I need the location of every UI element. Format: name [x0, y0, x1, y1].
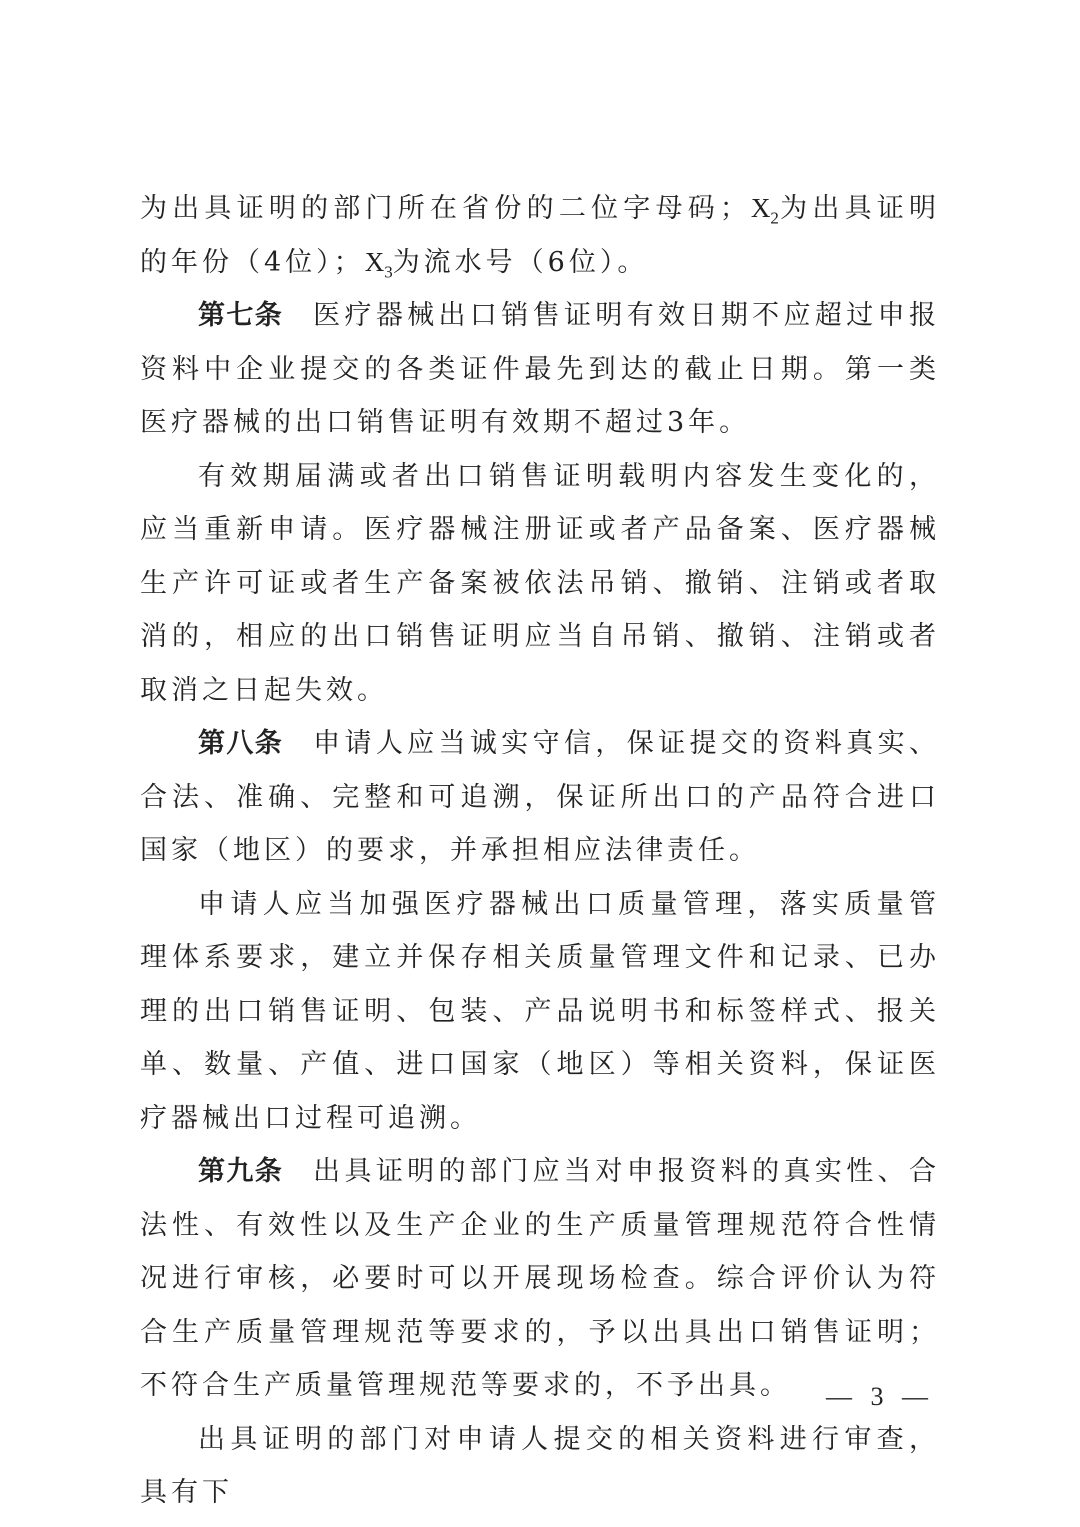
continued-text-2: 为出具证明的年份（4位）； [140, 193, 941, 278]
x2-label: $X_2$ [750, 193, 779, 228]
article-7-paragraph-2: 有效期届满或者出口销售证明载明内容发生变化的，应当重新申请。医疗器械注册证或者产品备案、医疗器械生产许可证或者生产备案被依法吊销、撤销、注销或者取消的，相应的出口销售证明应当自吊销、撤销、注销或者取消之日起失效。 [140, 460, 940, 706]
x3-label: $X_3$ [364, 246, 393, 281]
continued-paragraph [140, 182, 940, 289]
document-body [140, 182, 940, 1520]
article-9-paragraph [140, 1145, 940, 1413]
article-8-number: 第八条 [198, 728, 284, 759]
article-8-paragraph-2: 申请人应当加强医疗器械出口质量管理，落实质量管理体系要求，建立并保存相关质量管理文件和记录、已办理的出口销售证明、包装、产品说明书和标签样式、报关单、数量、产值、进口国家（地区）等相关资料，保证医疗器械出口过程可追溯。 [140, 888, 940, 1134]
article-7-text: 医疗器械出口销售证明有效日期不应超过申报资料中企业提交的各类证件最先到达的截止日期。第一类医疗器械的出口销售证明有效期不超过3年。 [140, 300, 941, 438]
continued-text-1: 为出具证明的部门所在省份的二位字母码； [140, 193, 751, 224]
article-9-number: 第九条 [198, 1156, 284, 1187]
article-8-paragraph [140, 717, 940, 878]
page-number: — 3 — [826, 1382, 934, 1411]
article-7-number: 第七条 [198, 300, 284, 331]
continued-text-3: 为流水号（6位）。 [392, 246, 649, 278]
article-9-text: 出具证明的部门应当对申报资料的真实性、合法性、有效性以及生产企业的生产质量管理规范符合性情况进行审核，必要时可以开展现场检查。综合评价认为符合生产质量管理规范等要求的，予以出具出口销售证明；不符合生产质量管理规范等要求的，不予出具。 [140, 1156, 941, 1401]
article-8-text: 申请人应当诚实守信，保证提交的资料真实、合法、准确、完整和可追溯，保证所出口的产品符合进口国家（地区）的要求，并承担相应法律责任。 [140, 728, 941, 866]
article-7-paragraph [140, 289, 940, 450]
article-9-paragraph-2: 出具证明的部门对申请人提交的相关资料进行审查，具有下 [140, 1423, 940, 1508]
